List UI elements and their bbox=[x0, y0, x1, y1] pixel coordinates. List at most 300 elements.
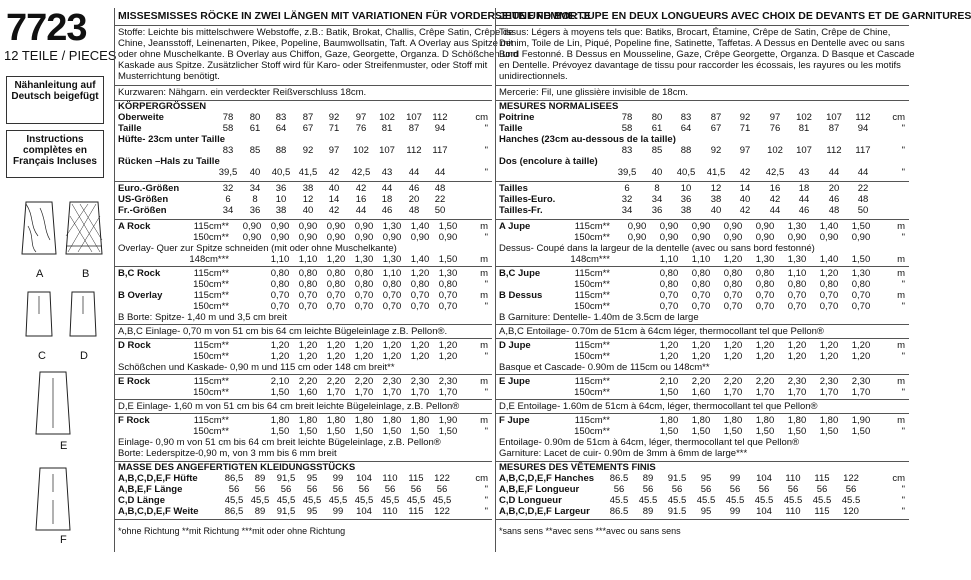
table-cell: 42 bbox=[769, 194, 781, 205]
table-cell: 56 bbox=[642, 484, 654, 495]
table-cell: 0,70 bbox=[755, 301, 775, 312]
table-cell: 46 bbox=[408, 183, 420, 194]
row-label: A,B,C,D,E,F Weite bbox=[118, 506, 199, 517]
table-cell: 1,20 bbox=[298, 340, 318, 351]
table-cell: 87 bbox=[710, 112, 722, 123]
table-cell: 0,80 bbox=[691, 268, 711, 279]
table-cell: 46 bbox=[798, 205, 810, 216]
table-cell: 1,50 bbox=[755, 426, 775, 437]
table-cell: 92 bbox=[328, 112, 340, 123]
row-label: A,B,C,D,E,F Hüfte bbox=[118, 473, 198, 484]
table-cell: 56 bbox=[671, 484, 683, 495]
table-cell: 83 bbox=[621, 145, 633, 156]
table-cell: 1,10 bbox=[382, 268, 402, 279]
table-cell: 1,20 bbox=[755, 340, 775, 351]
table-cell: 0,90 bbox=[659, 221, 679, 232]
table-cell: 1,20 bbox=[659, 340, 679, 351]
table-cell: 12 bbox=[710, 183, 722, 194]
table-cell: " bbox=[484, 123, 488, 134]
fabric-width: 150cm** bbox=[574, 301, 610, 312]
size-row bbox=[496, 183, 909, 194]
table-cell: 0,80 bbox=[819, 279, 839, 290]
table-cell: 0,80 bbox=[723, 279, 743, 290]
table-cell: 45,5 bbox=[224, 495, 244, 506]
table-cell: 2,10 bbox=[659, 376, 679, 387]
table-cell: 40,5 bbox=[271, 167, 291, 178]
table-cell: 56 bbox=[228, 484, 240, 495]
table-cell: 58 bbox=[621, 123, 633, 134]
finished-row bbox=[496, 484, 909, 495]
table-cell: 86.5 bbox=[609, 473, 629, 484]
view-letter-a: A bbox=[36, 268, 44, 280]
fabric-width: 115cm** bbox=[193, 376, 229, 387]
table-cell: 67 bbox=[710, 123, 722, 134]
table-cell: 1,40 bbox=[410, 254, 430, 265]
fabric-width: 150cm** bbox=[574, 279, 610, 290]
table-cell: 1,50 bbox=[270, 426, 290, 437]
table-cell: 56 bbox=[332, 484, 344, 495]
table-cell: 1,50 bbox=[326, 426, 346, 437]
table-cell: 1,30 bbox=[438, 268, 458, 279]
table-cell: 0,70 bbox=[819, 301, 839, 312]
table-cell: 34 bbox=[651, 194, 663, 205]
row-label: B,C Jupe bbox=[499, 268, 541, 279]
table-cell: 110 bbox=[785, 506, 801, 517]
table-cell: 1,70 bbox=[410, 387, 430, 398]
table-cell: 8 bbox=[654, 183, 660, 194]
row-label: A Rock bbox=[118, 221, 151, 232]
table-cell: 112 bbox=[826, 145, 842, 156]
table-cell: " bbox=[901, 232, 905, 243]
body-measure-row bbox=[496, 123, 909, 134]
table-cell: 40 bbox=[302, 205, 314, 216]
yardage-row bbox=[115, 279, 492, 290]
table-cell: 56 bbox=[358, 484, 370, 495]
table-cell: 81 bbox=[381, 123, 393, 134]
table-cell: 0,80 bbox=[270, 268, 290, 279]
table-cell: 1,90 bbox=[438, 415, 458, 426]
table-cell: 38 bbox=[710, 194, 722, 205]
table-cell: 1,20 bbox=[723, 254, 743, 265]
table-cell: 36 bbox=[249, 205, 261, 216]
table-cell: 0,90 bbox=[723, 232, 743, 243]
table-cell: 1,20 bbox=[354, 351, 374, 362]
table-cell: 42 bbox=[355, 183, 367, 194]
table-cell: 0,70 bbox=[787, 290, 807, 301]
table-cell: 1,50 bbox=[270, 387, 290, 398]
table-cell: 1,60 bbox=[298, 387, 318, 398]
yardage-row bbox=[496, 340, 909, 351]
table-cell: 83 bbox=[222, 145, 234, 156]
table-cell: 45.5 bbox=[638, 495, 658, 506]
table-cell: 102 bbox=[767, 145, 783, 156]
table-cell: 56 bbox=[306, 484, 318, 495]
size-row bbox=[115, 183, 492, 194]
table-cell: 0,90 bbox=[787, 232, 807, 243]
row-label: Rücken –Hals zu Taille bbox=[118, 156, 220, 167]
table-cell: 1,30 bbox=[755, 254, 775, 265]
table-cell: 0,80 bbox=[851, 279, 871, 290]
fabrics-line: Denim, Toile de Lin, Piqué, Popeline fine, Satinette, Taffetas. A Dessus en Dentelle avec ou sans bbox=[499, 38, 905, 49]
fabrics-line: Kaskade aus Spitze. Zusätzlicher Stoff wird für Karo- oder Streifenmuster, oder Stoff mit bbox=[118, 60, 488, 71]
table-cell: 0,80 bbox=[354, 279, 374, 290]
table-cell: 1,80 bbox=[410, 415, 430, 426]
finished-row bbox=[115, 495, 492, 506]
table-cell: 18 bbox=[381, 194, 393, 205]
table-cell: 112 bbox=[855, 112, 871, 123]
table-cell: 1,30 bbox=[851, 268, 871, 279]
table-cell: 0,70 bbox=[659, 290, 679, 301]
table-cell: 92 bbox=[302, 145, 314, 156]
table-cell: " bbox=[484, 279, 488, 290]
table-cell: " bbox=[901, 426, 905, 437]
table-cell: 1,20 bbox=[270, 351, 290, 362]
table-cell: 1,70 bbox=[326, 387, 346, 398]
yardage-row bbox=[115, 415, 492, 426]
table-cell: 2,30 bbox=[410, 376, 430, 387]
table-cell: 0,70 bbox=[326, 290, 346, 301]
table-cell: 71 bbox=[328, 123, 340, 134]
table-cell: 39,5 bbox=[218, 167, 238, 178]
table-cell: 1,80 bbox=[382, 415, 402, 426]
table-cell: 1,70 bbox=[819, 387, 839, 398]
table-cell: 40 bbox=[249, 167, 261, 178]
table-cell: 45.5 bbox=[812, 495, 832, 506]
table-cell: 1,70 bbox=[438, 387, 458, 398]
table-cell: 0,70 bbox=[270, 290, 290, 301]
table-cell: 1,40 bbox=[819, 254, 839, 265]
table-cell: 91,5 bbox=[276, 473, 296, 484]
table-cell: 2,30 bbox=[382, 376, 402, 387]
table-cell: 107 bbox=[406, 112, 422, 123]
table-cell: 56 bbox=[280, 484, 292, 495]
table-cell: 36 bbox=[651, 205, 663, 216]
table-cell: 20 bbox=[828, 183, 840, 194]
table-cell: 0,70 bbox=[691, 301, 711, 312]
table-cell: 71 bbox=[739, 123, 751, 134]
row-label: A,B,E,F Länge bbox=[118, 484, 183, 495]
table-cell: 89 bbox=[254, 506, 266, 517]
table-cell: 1,20 bbox=[723, 351, 743, 362]
yardage-row bbox=[496, 301, 909, 312]
table-cell: 1,50 bbox=[659, 387, 679, 398]
table-cell: 0,70 bbox=[787, 301, 807, 312]
table-cell: 42,5 bbox=[351, 167, 371, 178]
body-measure-row bbox=[115, 167, 492, 178]
fabric-width: 115cm** bbox=[193, 415, 229, 426]
table-cell: 1,10 bbox=[270, 254, 290, 265]
yardage-row bbox=[115, 232, 492, 243]
finished-row bbox=[115, 506, 492, 517]
yardage-note: D,E Entoilage- 1.60m de 51cm à 64cm, léger, thermocollant tel que Pellon® bbox=[499, 401, 818, 412]
table-cell: 107 bbox=[826, 112, 842, 123]
table-cell: 0,80 bbox=[438, 279, 458, 290]
table-cell: 112 bbox=[432, 112, 448, 123]
table-cell: m bbox=[897, 268, 905, 279]
table-cell: 91.5 bbox=[667, 473, 687, 484]
yardage-row bbox=[115, 340, 492, 351]
yardage-row bbox=[496, 254, 909, 265]
table-cell: 1,20 bbox=[326, 351, 346, 362]
size-row bbox=[115, 194, 492, 205]
yardage-note: Overlay- Quer zur Spitze schneiden (mit oder ohne Muschelkante) bbox=[118, 243, 397, 254]
table-cell: 1,50 bbox=[438, 221, 458, 232]
table-cell: 1,20 bbox=[787, 340, 807, 351]
fabrics-line: Stoffe: Leichte bis mittelschwere Webstoffe, z.B.: Batik, Brokat, Challis, Crêpe Satin, Crêpe de bbox=[118, 27, 514, 38]
view-letter-e: E bbox=[60, 440, 68, 452]
fabric-width: 115cm** bbox=[193, 221, 229, 232]
table-cell: 1,20 bbox=[354, 340, 374, 351]
table-cell: 0,90 bbox=[242, 221, 262, 232]
table-cell: 0,70 bbox=[270, 301, 290, 312]
table-cell: 10 bbox=[680, 183, 692, 194]
table-cell: " bbox=[484, 145, 488, 156]
table-cell: 91.5 bbox=[667, 506, 687, 517]
table-cell: 48 bbox=[434, 183, 446, 194]
table-cell: m bbox=[897, 415, 905, 426]
table-cell: 0,90 bbox=[627, 232, 647, 243]
table-cell: 115 bbox=[814, 506, 830, 517]
table-cell: 1,20 bbox=[410, 268, 430, 279]
table-cell: 0,90 bbox=[755, 221, 775, 232]
table-cell: 1,20 bbox=[298, 351, 318, 362]
table-cell: 56 bbox=[436, 484, 448, 495]
row-label: E Rock bbox=[118, 376, 151, 387]
table-cell: " bbox=[901, 145, 905, 156]
table-cell: 95 bbox=[306, 473, 318, 484]
table-cell: 10 bbox=[275, 194, 287, 205]
table-cell: 22 bbox=[434, 194, 446, 205]
body-measure-row bbox=[496, 145, 909, 156]
table-cell: 97 bbox=[328, 145, 340, 156]
table-cell: 76 bbox=[355, 123, 367, 134]
yardage-row bbox=[496, 351, 909, 362]
table-cell: 86,5 bbox=[224, 473, 244, 484]
table-cell: " bbox=[484, 351, 488, 362]
table-cell: 0,70 bbox=[723, 290, 743, 301]
table-cell: 0,90 bbox=[755, 232, 775, 243]
table-cell: 39,5 bbox=[617, 167, 637, 178]
size-row bbox=[115, 205, 492, 216]
table-cell: 1,20 bbox=[755, 351, 775, 362]
table-cell: m bbox=[480, 221, 488, 232]
row-label: Taille bbox=[118, 123, 142, 134]
table-cell: 1,20 bbox=[438, 351, 458, 362]
table-cell: 16 bbox=[355, 194, 367, 205]
table-cell: 87 bbox=[302, 112, 314, 123]
fabric-width: 115cm** bbox=[574, 376, 610, 387]
table-cell: 1,10 bbox=[659, 254, 679, 265]
table-cell: 1,50 bbox=[851, 221, 871, 232]
table-cell: 43 bbox=[798, 167, 810, 178]
table-cell: 115 bbox=[408, 506, 424, 517]
table-cell: 44 bbox=[355, 205, 367, 216]
table-cell: 1,50 bbox=[819, 426, 839, 437]
table-cell: 0,70 bbox=[298, 290, 318, 301]
table-cell: 1,50 bbox=[438, 254, 458, 265]
table-cell: " bbox=[484, 167, 488, 178]
table-cell: 0,90 bbox=[270, 221, 290, 232]
table-cell: 0,90 bbox=[354, 221, 374, 232]
table-cell: 0,90 bbox=[627, 221, 647, 232]
table-cell: 0,90 bbox=[326, 232, 346, 243]
table-cell: 1,20 bbox=[691, 351, 711, 362]
table-cell: 1,70 bbox=[787, 387, 807, 398]
size-row bbox=[496, 205, 909, 216]
table-cell: 0,70 bbox=[851, 301, 871, 312]
table-cell: 78 bbox=[621, 112, 633, 123]
size-row bbox=[496, 194, 909, 205]
table-cell: " bbox=[484, 495, 488, 506]
table-cell: 1,40 bbox=[819, 221, 839, 232]
table-cell: " bbox=[484, 426, 488, 437]
table-cell: m bbox=[897, 254, 905, 265]
table-cell: 83 bbox=[680, 112, 692, 123]
table-cell: 1,20 bbox=[819, 340, 839, 351]
table-cell: 1,50 bbox=[354, 426, 374, 437]
row-label: Poitrine bbox=[499, 112, 535, 123]
row-label: C,D Länge bbox=[118, 495, 165, 506]
table-cell: " bbox=[901, 495, 905, 506]
fabrics-line: Musterrichtung benötigt. bbox=[118, 71, 220, 82]
table-cell: 0,90 bbox=[242, 232, 262, 243]
table-cell: 42 bbox=[739, 167, 751, 178]
row-label: E Jupe bbox=[499, 376, 531, 387]
table-cell: 1,80 bbox=[819, 415, 839, 426]
table-cell: 0,90 bbox=[298, 221, 318, 232]
table-cell: 86,5 bbox=[224, 506, 244, 517]
fabric-width: 150cm** bbox=[574, 387, 610, 398]
yardage-note: A,B,C Entoilage- 0.70m de 51cm à 64cm léger, thermocollant tel que Pellon® bbox=[499, 326, 824, 337]
table-cell: " bbox=[901, 301, 905, 312]
table-cell: 48 bbox=[828, 205, 840, 216]
pieces-count: 12 TEILE / PIECES bbox=[4, 48, 117, 63]
fabrics-line: Bord Festonné. B Dessus en Mousseline, Gaze, Crêpe Georgette, Organza. D Basque et Cascade bbox=[499, 49, 915, 60]
row-label: Dos (encolure à taille) bbox=[499, 156, 598, 167]
table-cell: " bbox=[484, 232, 488, 243]
table-cell: 1,20 bbox=[382, 340, 402, 351]
yardage-row bbox=[115, 268, 492, 279]
table-cell: 104 bbox=[756, 473, 772, 484]
table-cell: 46 bbox=[828, 194, 840, 205]
table-cell: m bbox=[897, 221, 905, 232]
table-cell: 85 bbox=[651, 145, 663, 156]
table-cell: 40 bbox=[739, 194, 751, 205]
table-cell: 44 bbox=[769, 205, 781, 216]
row-label: Tailles-Euro. bbox=[499, 194, 556, 205]
table-cell: 48 bbox=[857, 194, 869, 205]
yardage-row bbox=[496, 221, 909, 232]
yardage-row bbox=[115, 221, 492, 232]
fabric-width: 115cm** bbox=[574, 268, 610, 279]
fabrics-line: oder ohne Muschelkante. B Overlay aus Chiffon, Gaze, Georgette, Organza. D Schößchen und bbox=[118, 49, 519, 60]
table-cell: " bbox=[901, 387, 905, 398]
table-cell: 1,70 bbox=[755, 387, 775, 398]
table-cell: 0,90 bbox=[819, 232, 839, 243]
table-cell: 16 bbox=[769, 183, 781, 194]
table-cell: 1,10 bbox=[691, 254, 711, 265]
table-cell: 2,20 bbox=[354, 376, 374, 387]
table-cell: 2,20 bbox=[298, 376, 318, 387]
table-cell: 56 bbox=[729, 484, 741, 495]
table-cell: 110 bbox=[785, 473, 801, 484]
table-cell: 95 bbox=[700, 506, 712, 517]
table-cell: 56 bbox=[845, 484, 857, 495]
table-cell: 1,20 bbox=[410, 351, 430, 362]
row-label: B Overlay bbox=[118, 290, 163, 301]
table-cell: " bbox=[901, 351, 905, 362]
table-cell: 2,30 bbox=[438, 376, 458, 387]
yardage-row bbox=[496, 268, 909, 279]
table-cell: 32 bbox=[222, 183, 234, 194]
table-cell: 0,70 bbox=[659, 301, 679, 312]
table-cell: 1,20 bbox=[819, 351, 839, 362]
table-cell: 0,80 bbox=[659, 268, 679, 279]
table-cell: 0,70 bbox=[755, 290, 775, 301]
yardage-row bbox=[115, 426, 492, 437]
table-cell: 1,70 bbox=[723, 387, 743, 398]
table-cell: m bbox=[480, 268, 488, 279]
table-cell: 117 bbox=[432, 145, 448, 156]
yardage-row bbox=[496, 415, 909, 426]
table-cell: 1,80 bbox=[298, 415, 318, 426]
fabric-width: 148cm*** bbox=[570, 254, 610, 265]
french-panel bbox=[495, 8, 971, 552]
table-cell: m bbox=[480, 415, 488, 426]
notions-text: Kurzwaren: Nähgarn. ein verdeckter Reißverschluss 18cm. bbox=[118, 87, 367, 98]
table-cell: 64 bbox=[680, 123, 692, 134]
body-measure-row bbox=[115, 112, 492, 123]
table-cell: 1,30 bbox=[787, 221, 807, 232]
body-measurements-title: MESURES NORMALISEES bbox=[499, 101, 619, 112]
table-cell: 14 bbox=[739, 183, 751, 194]
table-cell: " bbox=[484, 484, 488, 495]
table-cell: 14 bbox=[328, 194, 340, 205]
table-cell: 110 bbox=[382, 506, 398, 517]
table-cell: 45,5 bbox=[380, 495, 400, 506]
yardage-note: B Borte: Spitze- 1,40 m und 3,5 cm breit bbox=[118, 312, 287, 323]
table-cell: 83 bbox=[275, 112, 287, 123]
table-cell: 56 bbox=[787, 484, 799, 495]
table-cell: 40 bbox=[328, 183, 340, 194]
footnote: *sans sens **avec sens ***avec ou sans sens bbox=[499, 526, 681, 536]
table-cell: 1,80 bbox=[787, 415, 807, 426]
table-cell: 1,30 bbox=[382, 254, 402, 265]
body-measure-row bbox=[496, 134, 909, 145]
table-cell: 34 bbox=[621, 205, 633, 216]
table-cell: 40 bbox=[651, 167, 663, 178]
table-cell: cm bbox=[892, 473, 905, 484]
table-cell: 42,5 bbox=[765, 167, 785, 178]
table-cell: 40 bbox=[710, 205, 722, 216]
yardage-row bbox=[115, 387, 492, 398]
table-cell: 44 bbox=[434, 167, 446, 178]
yardage-note: Basque et Cascade- 0.90m de 115cm ou 148cm** bbox=[499, 362, 710, 373]
table-cell: 102 bbox=[796, 112, 812, 123]
row-label: Hüfte- 23cm unter Taille bbox=[118, 134, 225, 145]
table-cell: 0,70 bbox=[723, 301, 743, 312]
row-label: Taille bbox=[499, 123, 523, 134]
table-cell: " bbox=[901, 506, 905, 517]
fabric-width: 150cm** bbox=[193, 279, 229, 290]
table-cell: 0,90 bbox=[691, 232, 711, 243]
table-cell: 1,50 bbox=[851, 254, 871, 265]
table-cell: 87 bbox=[408, 123, 420, 134]
table-cell: 1,90 bbox=[851, 415, 871, 426]
table-cell: 1,20 bbox=[851, 351, 871, 362]
table-cell: 99 bbox=[332, 473, 344, 484]
table-cell: 85 bbox=[249, 145, 261, 156]
